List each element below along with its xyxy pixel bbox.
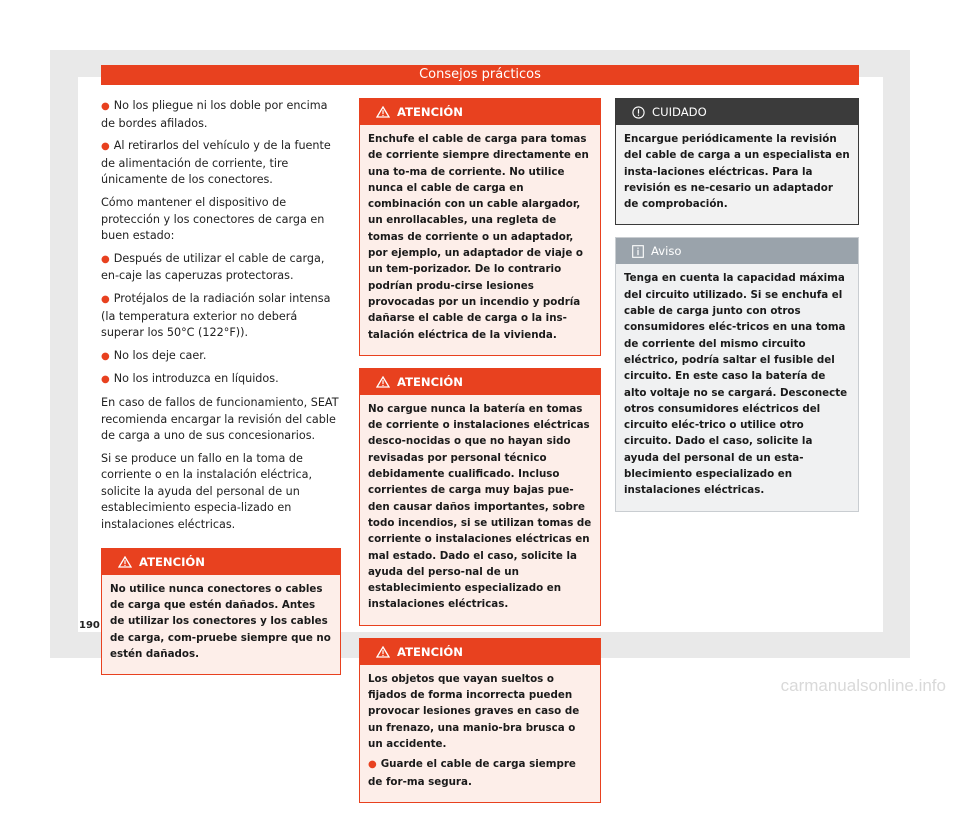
bullet-item: ● Al retirarlos del vehículo y de la fuente de alimentación de corriente, tire únicamente de los conectores. — [101, 139, 331, 187]
warning-header — [360, 369, 600, 395]
column-1 — [101, 98, 341, 687]
bullet-item: ● Después de utilizar el cable de carga, en-caje las caperuzas protectoras. — [101, 251, 325, 283]
warning-text: Enchufe el cable de carga para tomas de corriente siempre directamente en una to-ma de corriente. No utilice nunca el cable de carga en combinación con un cable alargador, un enrollacables, una regleta de tomas de corriente o un adaptador, por ejemplo, un adaptador de viaje o un tem-porizador. De lo contrario podrían produ-cirse lesiones provocadas por un incendio y podría dañarse el cable de carga o la ins-talación eléctrica de la vivienda. — [368, 133, 589, 341]
warning-title: ATENCIÓN — [397, 374, 463, 389]
note-header — [616, 238, 858, 264]
bullet-item: ● No los deje caer. — [101, 348, 207, 362]
section-header — [101, 65, 859, 85]
bullet-icon: ● — [368, 759, 377, 771]
bullet-item: ● Protéjalos de la radiación solar intensa (la temperatura exterior no deberá superar los 50°C (122°F)). — [101, 291, 331, 340]
bullet-item: ● Guarde el cable de carga siempre de for-ma segura. — [368, 758, 576, 788]
caution-title: CUIDADO — [652, 105, 707, 119]
caution-header — [616, 99, 858, 125]
bullet-icon: ● — [101, 350, 110, 362]
caution-box — [615, 98, 859, 225]
warning-text: No cargue nunca la batería en tomas de corriente o instalaciones eléctricas desco-nocidas o que no hayan sido revisadas por personal técnico debidamente cualificado. Incluso corrientes de carga muy bajas pue-den causar daños importantes, sobre todo incendios, si se utilizan tomas de corriente o instalaciones eléctricas en mal estado. Dado el caso, solicite la ayuda del perso-nal de un establecimiento especializado en instalaciones eléctricas. — [368, 402, 592, 611]
watermark-url: carmanualsonline.info — [780, 676, 946, 695]
note-text: Tenga en cuenta la capacidad máxima del circuito utilizado. Si se enchufa el cable de carga junto con otros consumidores eléc-tricos en una toma de corriente del mismo circuito eléctrico, podría saltar el fusible del circuito. En este caso la batería de alto voltaje no se cargará. Desconecte otros consumidores eléctricos del circuito eléc-trico o utilice otro circuito. Dado el caso, solicite la ayuda del personal de un esta-blecimiento especializado en instalaciones eléctricas. — [624, 272, 848, 497]
warning-header — [360, 639, 600, 665]
column-2 — [359, 98, 601, 815]
warning-header — [360, 99, 600, 125]
warning-triangle-icon — [118, 556, 132, 568]
bullet-item: ● No los pliegue ni los doble por encima de bordes afilados. — [101, 99, 328, 130]
bullet-icon: ● — [101, 293, 110, 305]
exclamation-circle-icon — [632, 106, 645, 119]
warning-box — [359, 368, 601, 626]
note-title: Aviso — [651, 244, 682, 259]
paragraph: En caso de fallos de funcionamiento, SEAT recomienda encargar la revisión del cable de carga a uno de sus concesionarios. — [101, 395, 339, 443]
warning-title: ATENCIÓN — [397, 105, 463, 119]
warning-triangle-icon — [376, 376, 390, 388]
warning-text: Los objetos que vayan sueltos o fijados de forma incorrecta pueden provocar lesiones graves en caso de un frenazo, una manio-bra brusca o un accidente. — [368, 672, 580, 750]
warning-header — [102, 549, 340, 575]
section-title: Consejos prácticos — [419, 67, 541, 82]
warning-text: No utilice nunca conectores o cables de carga que estén dañados. Antes de utilizar los conectores y los cables de carga, com-pruebe siempre que no estén dañados. — [110, 582, 331, 660]
warning-triangle-icon — [376, 646, 390, 658]
warning-box — [359, 638, 601, 803]
warning-triangle-icon — [376, 106, 390, 118]
note-box — [615, 237, 859, 511]
page-number: 190 — [79, 620, 100, 631]
bullet-icon: ● — [101, 374, 110, 386]
warning-box — [359, 98, 601, 356]
warning-title: ATENCIÓN — [139, 554, 205, 569]
column-3 — [615, 98, 859, 524]
paragraph: Cómo mantener el dispositivo de protección y los conectores de carga en buen estado: — [101, 195, 325, 243]
bullet-item: ● No los introduzca en líquidos. — [101, 372, 279, 386]
warning-title: ATENCIÓN — [397, 644, 463, 659]
bullet-icon: ● — [101, 253, 110, 265]
paragraph: Si se produce un fallo en la toma de corriente o en la instalación eléctrica, solicite la ayuda del personal de un establecimiento especia-lizado en instalaciones eléctricas. — [101, 451, 313, 532]
bullet-icon: ● — [101, 101, 110, 112]
caution-text: Encargue periódicamente la revisión del cable de carga a un especialista en insta-laciones eléctricas. Para la revisión es ne-cesario un adaptador de comprobación. — [624, 133, 850, 211]
warning-box — [101, 548, 341, 675]
bullet-icon: ● — [101, 141, 110, 153]
info-icon — [632, 245, 644, 258]
